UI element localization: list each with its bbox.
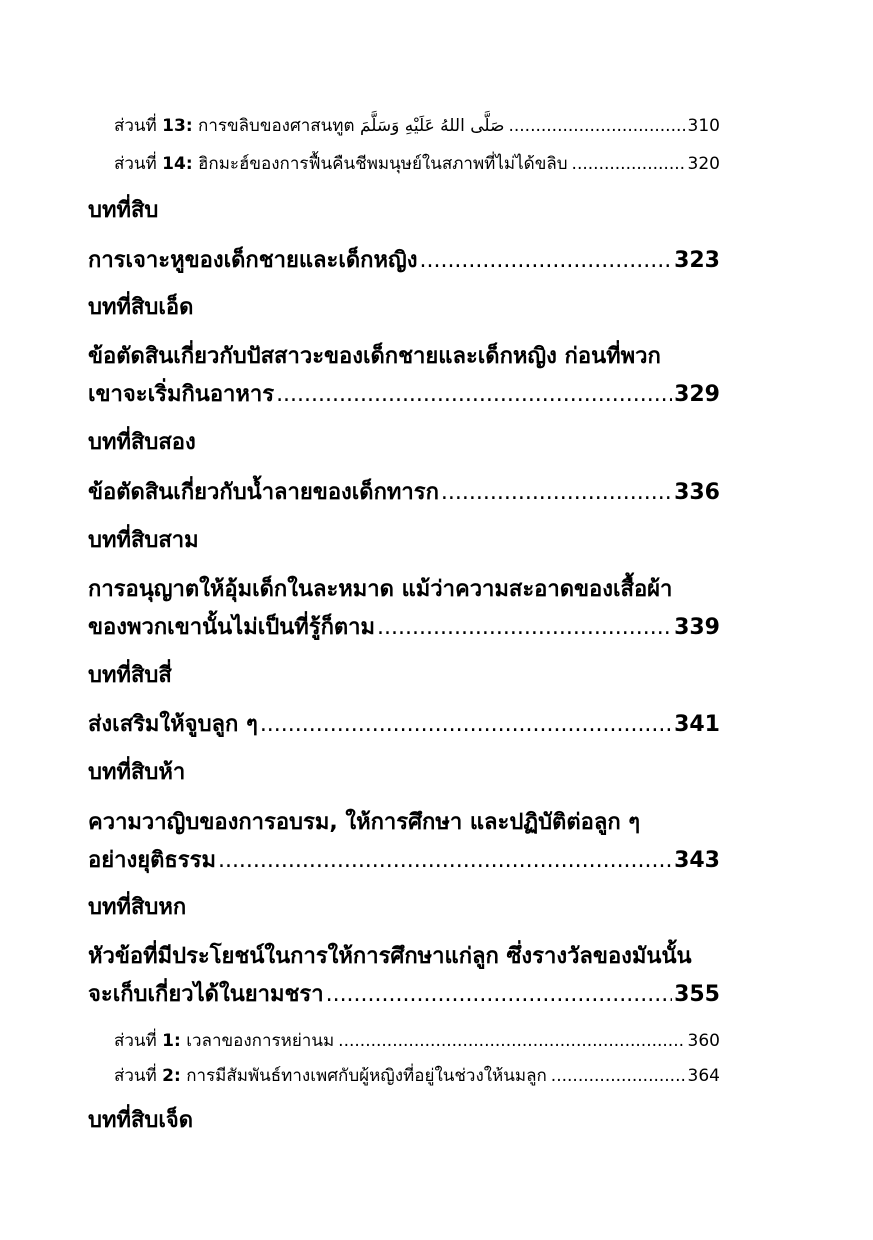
chapter-heading-14: บทที่สิบสี่: [88, 663, 172, 688]
subentry-title: [114, 1029, 334, 1053]
subentry-text: ฮิกมะฮ์ของการฟื้นคืนชีพมนุษย์ในสภาพที่ไม่ได้ขลิบ: [198, 154, 568, 174]
toc-subentry-part-1[interactable]: [114, 1029, 720, 1053]
dot-leader: [419, 242, 672, 280]
subentry-text: เวลาของการหย่านม: [186, 1031, 335, 1051]
page-number: 310: [687, 116, 720, 136]
chapter-heading-10: บทที่สิบ: [88, 198, 159, 223]
toc-entry-chapter-15[interactable]: [88, 804, 720, 880]
entry-title-line2: อย่างยุติธรรม: [88, 848, 216, 873]
subentry-title: [114, 152, 568, 176]
page-number: 341: [674, 712, 720, 737]
chapter-heading-16: บทที่สิบหก: [88, 895, 187, 920]
page-number: 355: [674, 982, 720, 1007]
arabic-honorific: صَلَّى اللهُ عَلَيْهِ وَسَلَّمَ: [359, 116, 505, 136]
entry-title: การเจาะหูของเด็กชายและเด็กหญิง: [88, 248, 418, 273]
page-number: 320: [687, 154, 720, 174]
toc-entry-chapter-13[interactable]: [88, 571, 720, 647]
entry-title-line1: หัวข้อที่มีประโยชน์ในการให้การศึกษาแก่ลูก ซึ่งรางวัลของมันนั้น: [88, 944, 692, 969]
entry-title-line2: ของพวกเขานั้นไม่เป็นที่รู้ก็ตาม: [88, 615, 376, 640]
subentry-number: 14:: [162, 154, 193, 174]
dot-leader: [260, 706, 672, 744]
dot-leader: [441, 474, 672, 512]
toc-subentry-part-14[interactable]: [114, 152, 720, 176]
subentry-text: การมีสัมพันธ์ทางเพศกับผู้หญิงที่อยู่ในช่วงให้นมลูก: [186, 1066, 547, 1086]
page-number: 323: [674, 248, 720, 273]
dot-leader: [508, 114, 684, 138]
entry-title: ข้อตัดสินเกี่ยวกับน้ำลายของเด็กทารก: [88, 480, 439, 505]
toc-subentry-part-2[interactable]: [114, 1064, 720, 1088]
subentry-prefix: ส่วนที่: [114, 1066, 157, 1086]
dot-leader: [551, 1064, 685, 1088]
chapter-heading-15: บทที่สิบห้า: [88, 760, 186, 785]
toc-entry-chapter-12[interactable]: [88, 474, 720, 512]
toc-entry-chapter-11[interactable]: [88, 338, 720, 414]
subentry-title: [114, 1064, 547, 1088]
toc-subentry-part-13[interactable]: [114, 114, 720, 138]
toc-entry-chapter-14[interactable]: [88, 706, 720, 744]
dot-leader: [218, 842, 672, 880]
toc-entry-chapter-16[interactable]: [88, 938, 720, 1014]
entry-title: ส่งเสริมให้จูบลูก ๆ: [88, 712, 258, 737]
toc-entry-chapter-10[interactable]: [88, 242, 720, 280]
entry-title-line2: จะเก็บเกี่ยวได้ในยามชรา: [88, 982, 324, 1007]
subentry-number: 13:: [162, 116, 193, 136]
subentry-prefix: ส่วนที่: [114, 116, 157, 136]
entry-title-line1: ความวาญิบของการอบรม, ให้การศึกษา และปฏิบัติต่อลูก ๆ: [88, 810, 641, 835]
page-number: 339: [674, 615, 720, 640]
dot-leader: [572, 152, 685, 176]
subentry-prefix: ส่วนที่: [114, 154, 157, 174]
chapter-heading-13: บทที่สิบสาม: [88, 528, 199, 553]
chapter-heading-17: บทที่สิบเจ็ด: [88, 1108, 194, 1133]
chapter-heading-11: บทที่สิบเอ็ด: [88, 295, 194, 320]
subentry-prefix: ส่วนที่: [114, 1031, 157, 1051]
page-number: 360: [687, 1031, 720, 1051]
page-number: 343: [674, 848, 720, 873]
page-number: 329: [674, 382, 720, 407]
subentry-number: 1:: [162, 1031, 181, 1051]
entry-title-line1: การอนุญาตให้อุ้มเด็กในละหมาด แม้ว่าความสะอาดของเสื้อผ้า: [88, 577, 673, 602]
subentry-title: [114, 114, 504, 138]
entry-title-line2: เขาจะเริ่มกินอาหาร: [88, 382, 275, 407]
dot-leader: [326, 976, 672, 1014]
subentry-number: 2:: [162, 1066, 181, 1086]
dot-leader: [276, 376, 672, 414]
subentry-text: การขลิบของศาสนทูต: [198, 116, 355, 136]
chapter-heading-12: บทที่สิบสอง: [88, 430, 196, 455]
entry-title-line1: ข้อตัดสินเกี่ยวกับปัสสาวะของเด็กชายและเด็กหญิง ก่อนที่พวก: [88, 344, 661, 369]
dot-leader: [377, 609, 672, 647]
page-number: 336: [674, 480, 720, 505]
page-number: 364: [687, 1066, 720, 1086]
dot-leader: [338, 1029, 684, 1053]
